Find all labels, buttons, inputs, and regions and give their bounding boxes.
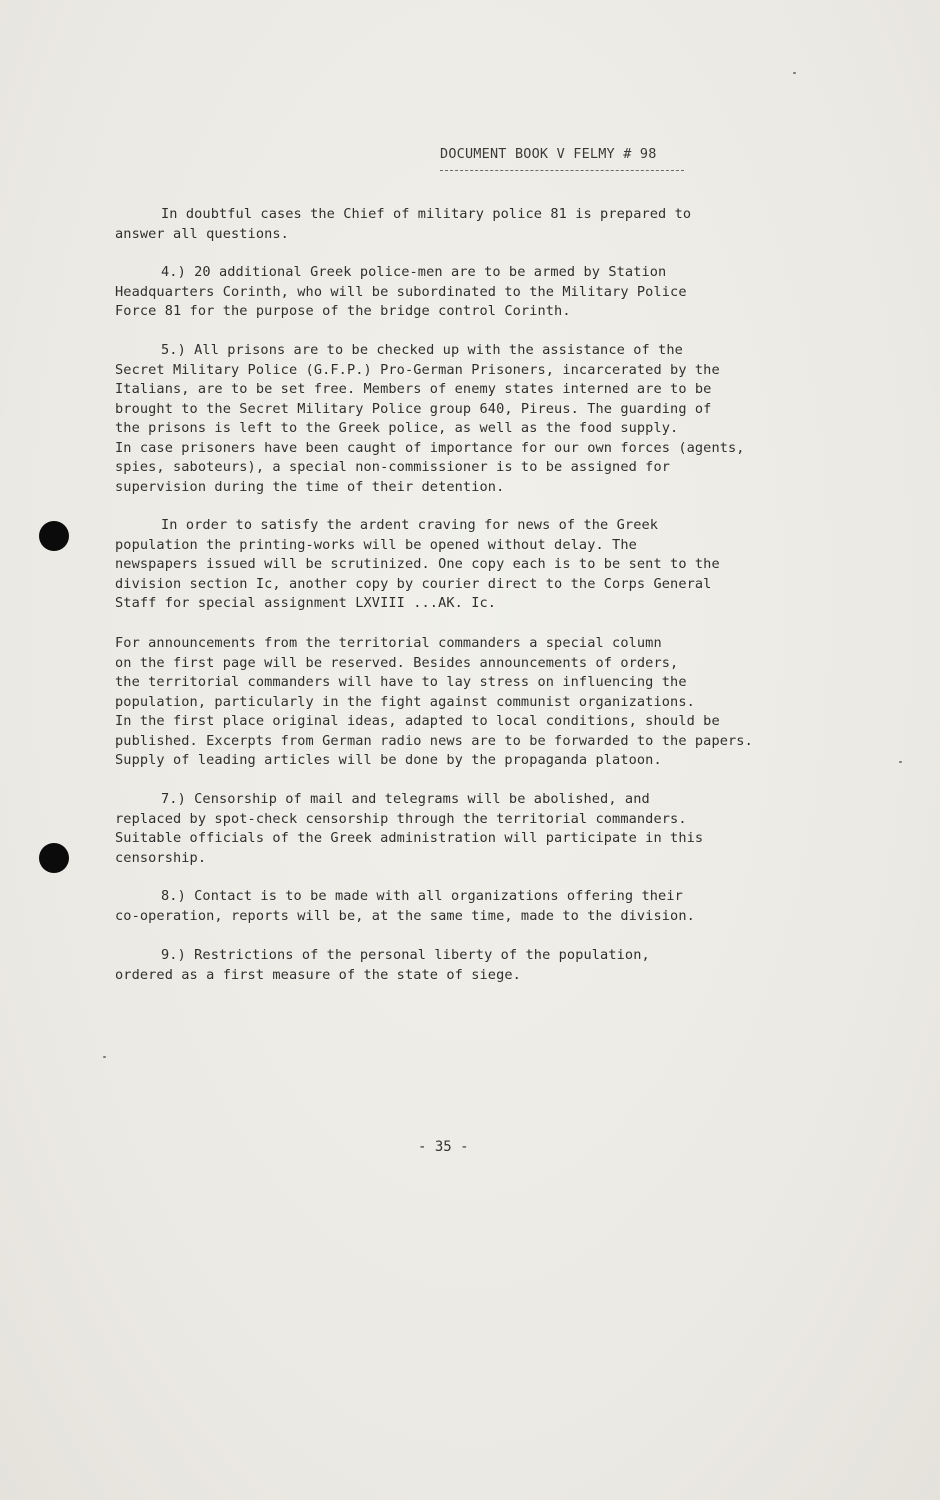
text-line: 7.) Censorship of mail and telegrams will be abolished, and: [161, 791, 650, 807]
text-line: Headquarters Corinth, who will be subordinated to the Military Police: [115, 283, 687, 300]
text-line: published. Excerpts from German radio news are to be forwarded to the papers.: [115, 732, 753, 749]
text-line: censorship.: [115, 849, 207, 866]
text-line: In the first place original ideas, adapted to local conditions, should be: [115, 713, 720, 729]
text-line: spies, saboteurs), a special non-commissioner is to be assigned for: [115, 459, 671, 475]
text-line: 9.) Restrictions of the personal liberty of the population,: [161, 947, 650, 963]
paper-speck: [103, 1056, 106, 1058]
text-line: In doubtful cases the Chief of military police 81 is prepared to: [161, 206, 692, 222]
text-line: Staff for special assignment LXVIII ...AK. Ic.: [115, 595, 497, 611]
text-line: population the printing-works will be opened without delay. The: [115, 536, 637, 553]
text-line: ordered as a first measure of the state of siege.: [115, 966, 521, 983]
text-line: Suitable officials of the Greek administration will participate in this: [115, 830, 704, 846]
text-line: co-operation, reports will be, at the same time, made to the division.: [115, 907, 695, 924]
paragraph-printing-works: [115, 516, 835, 614]
text-line: newspapers issued will be scrutinized. One copy each is to be sent to the: [115, 556, 720, 572]
text-line: 5.) All prisons are to be checked up with the assistance of the: [161, 342, 683, 358]
paragraph-chief-military-police: [115, 205, 835, 244]
text-line: division section Ic, another copy by courier direct to the Corps General: [115, 575, 712, 592]
text-line: brought to the Secret Military Police group 640, Pireus. The guarding of: [115, 400, 712, 417]
paragraph-announcements: [115, 634, 835, 771]
text-line: answer all questions.: [115, 225, 289, 242]
paragraph-item-8: [115, 887, 835, 926]
document-header-title: DOCUMENT BOOK V FELMY # 98: [440, 146, 657, 162]
punch-hole-bottom: [39, 843, 69, 873]
page-number: - 35 -: [418, 1139, 469, 1155]
paragraph-item-7: [115, 790, 835, 868]
text-line: In order to satisfy the ardent craving for news of the Greek: [161, 517, 659, 533]
text-line: replaced by spot-check censorship through the territorial commanders.: [115, 810, 687, 827]
text-line: For announcements from the territorial commanders a special column: [115, 635, 662, 651]
text-line: the prisons is left to the Greek police, as well as the food supply.: [115, 420, 679, 436]
text-line: the territorial commanders will have to lay stress on influencing the: [115, 674, 687, 690]
text-line: supervision during the time of their detention.: [115, 478, 505, 495]
paragraph-item-4: [115, 263, 835, 322]
paper-speck: [793, 72, 796, 74]
punch-hole-top: [39, 521, 69, 551]
paragraph-item-5: [115, 341, 835, 497]
text-line: population, particularly in the fight against communist organizations.: [115, 693, 695, 710]
text-line: Italians, are to be set free. Members of enemy states interned are to be: [115, 381, 712, 397]
header-dashed-rule: [440, 170, 684, 171]
text-line: Secret Military Police (G.F.P.) Pro-German Prisoners, incarcerated by the: [115, 361, 720, 378]
paragraph-item-9: [115, 946, 835, 985]
paper-speck: [899, 761, 902, 763]
text-line: on the first page will be reserved. Besides announcements of orders,: [115, 654, 679, 671]
text-line: 8.) Contact is to be made with all organizations offering their: [161, 888, 683, 904]
text-line: 4.) 20 additional Greek police-men are to be armed by Station: [161, 264, 667, 280]
text-line: Supply of leading articles will be done by the propaganda platoon.: [115, 752, 662, 768]
text-line: In case prisoners have been caught of importance for our own forces (agents,: [115, 439, 745, 456]
text-line: Force 81 for the purpose of the bridge control Corinth.: [115, 303, 571, 319]
